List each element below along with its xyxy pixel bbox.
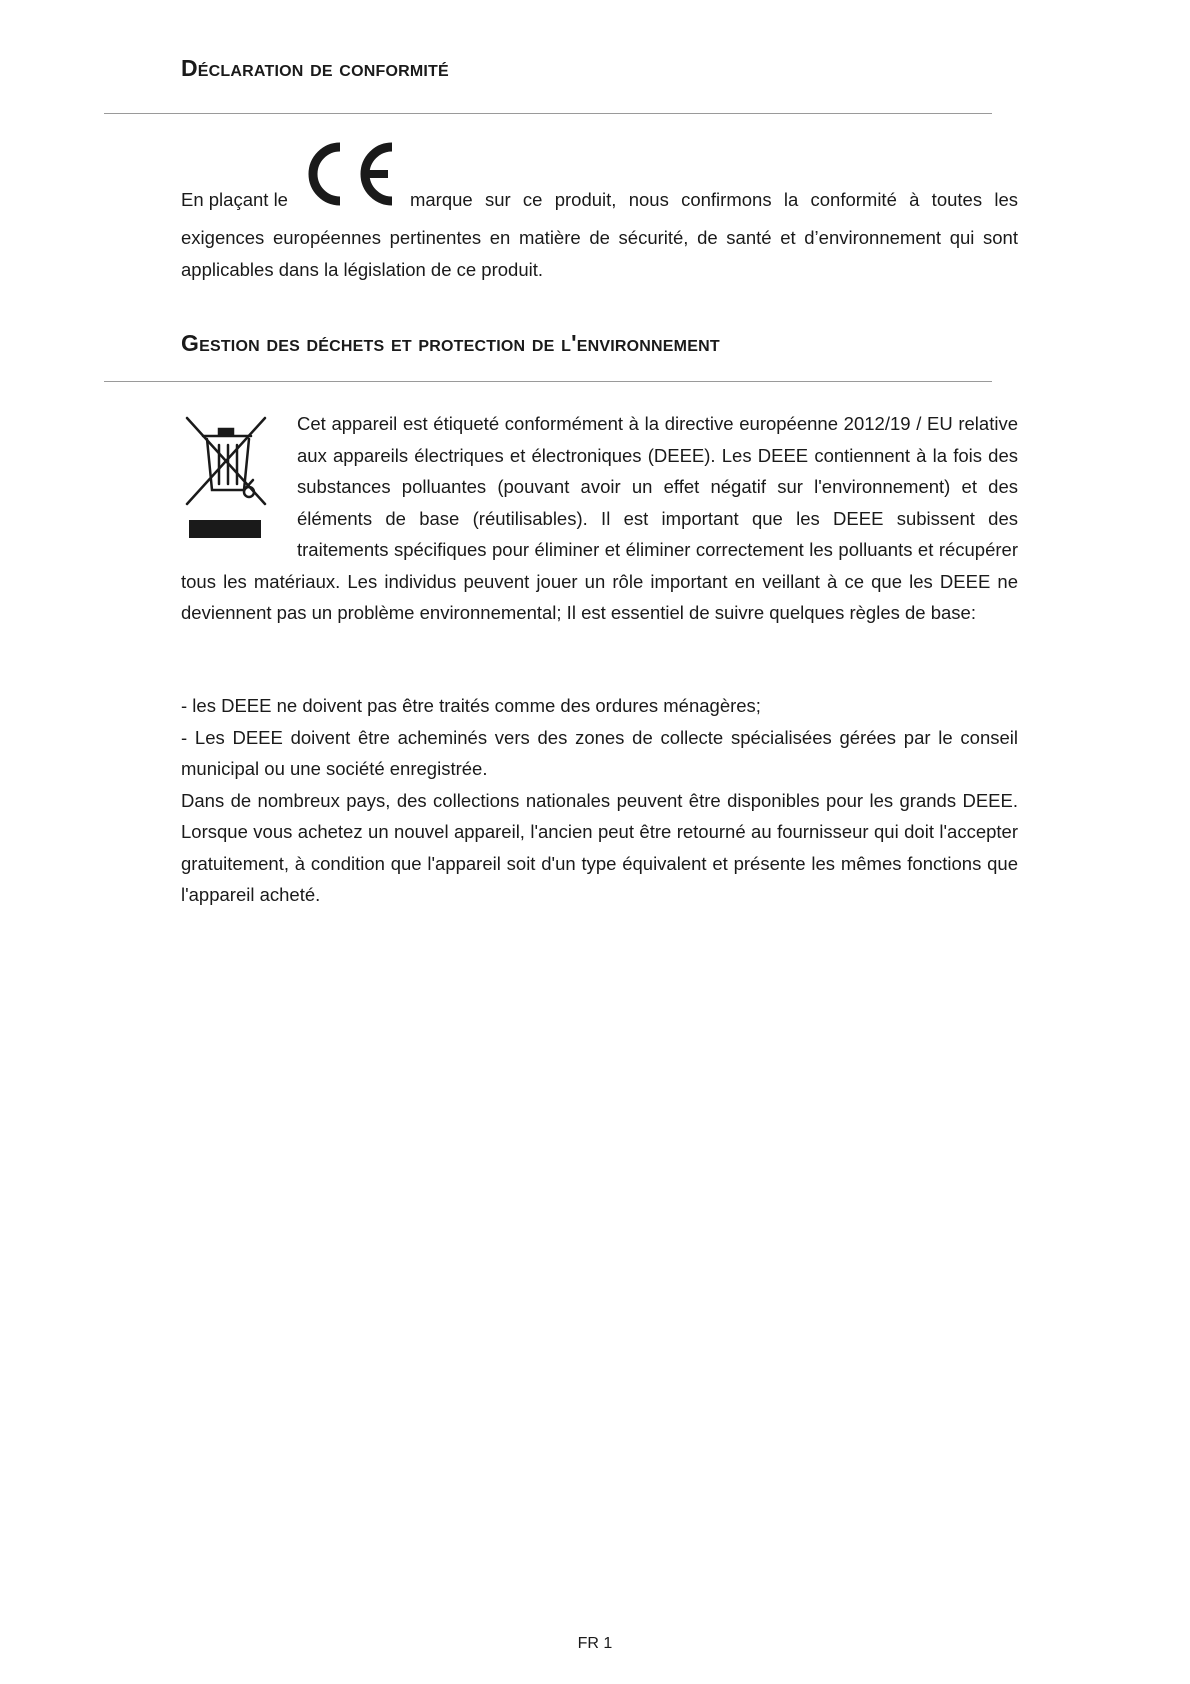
- conformity-heading: Déclaration de conformité: [181, 55, 449, 81]
- ce-mark-icon: [300, 139, 400, 209]
- list-item: - les DEEE ne doivent pas être traités comme des ordures ménagères;: [181, 695, 761, 716]
- ce-statement-tail: marque sur ce produit, nous confirmons la conformité à toutes les: [409, 188, 1018, 210]
- waste-paragraph: Cet appareil est étiqueté conformément à la directive européenne 2012/19 / EU relative aux appareils électriques et électroniques (DEEE). Les DEEE contiennent à la fois des substances polluantes (pouvant avoir un effet négatif sur l'environnement) et des éléments de base (réutilisables). Il est important que les DEEE subissent des traitements spécifiques pour éliminer et éliminer correctement les polluants et récupérer tous les matériaux. Les individus peuvent jouer un rôle important en veillant à ce que les DEEE ne deviennent pas un problème environnemental; Il est essentiel de suivre quelques règles de base:: [181, 413, 1018, 623]
- section-divider: [104, 381, 992, 382]
- section-divider: [104, 113, 992, 114]
- ce-statement-body: exigences européennes pertinentes en matière de sécurité, de santé et d’environnement qui sont applicables dans la législation de ce produit.: [181, 227, 1018, 280]
- waste-heading: Gestion des déchets et protection de l'environnement: [181, 330, 720, 356]
- waste-rules-list: [181, 690, 1018, 911]
- list-item: - Les DEEE doivent être acheminés vers des zones de collecte spécialisées gérées par le conseil municipal ou une société enregistrée.: [181, 726, 1018, 779]
- waste-section: [181, 408, 1018, 629]
- ce-statement-lead: En plaçant le: [181, 188, 288, 210]
- waste-closing-paragraph: Dans de nombreux pays, des collections nationales peuvent être disponibles pour les grands DEEE. Lorsque vous achetez un nouvel appareil, l'ancien peut être retourné au fournisseur qui doit l'accepter gratuitement, à condition que l'appareil soit d'un type équivalent et présente les mêmes fonctions que l'appareil acheté.: [181, 789, 1018, 905]
- crossed-bin-icon: [181, 408, 271, 543]
- conformity-section: [181, 139, 1018, 285]
- page-number: FR 1: [577, 1635, 613, 1652]
- ce-statement-line: [181, 139, 1018, 219]
